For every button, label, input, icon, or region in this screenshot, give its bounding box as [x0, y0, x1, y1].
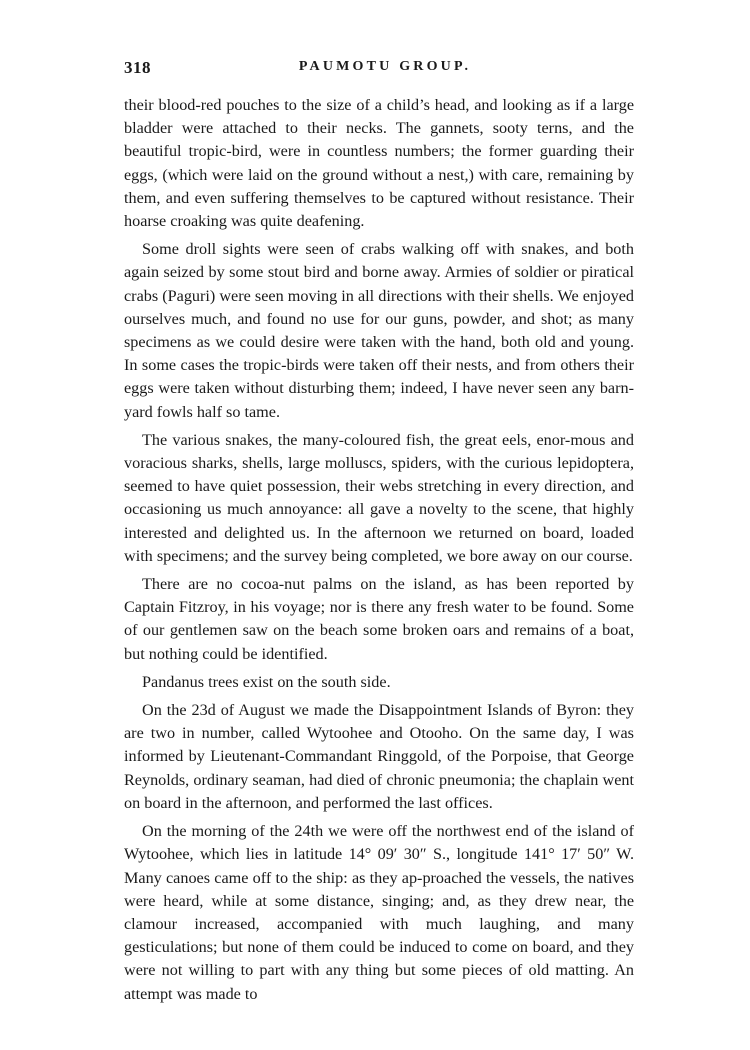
running-title: PAUMOTU GROUP.	[298, 59, 472, 74]
paragraph-pandanus: Pandanus trees exist on the south side.	[142, 672, 391, 691]
page-header	[124, 58, 636, 82]
paragraph-crabs: Some droll sights were seen of crabs walking off with snakes, and both again seized by some stout bird and borne away. Armies of soldier or piratical crabs (Paguri) were seen moving in all directions with their shells. We enjoyed ourselves much, and found no use for our guns, powder, and shot; as many specimens as we could desire were taken with the hand, both old and young. In some cases the tropic-birds were taken off their nests, and from others their eggs were taken without disturbing them; indeed, I have never seen any barn-yard fowls half so tame.	[124, 240, 634, 421]
paragraph-no-palms: There are no cocoa-nut palms on the island, as has been reported by Captain Fitzroy, in his voyage; nor is there any fresh water to be found. Some of our gentlemen saw on the beach some broken oars and remains of a boat, but nothing could be identified.	[124, 575, 634, 663]
body-text	[124, 94, 634, 1011]
paragraph-snakes-fish: The various snakes, the many-coloured fish, the great eels, enor-mous and voracious sharks, shells, large molluscs, spiders, with the curious lepidoptera, seemed to have quiet possession, their webs stretching in every direction, and occasioning us much annoyance: all gave a novelty to the scene, that highly interested and delighted us. In the afternoon we returned on board, loaded with specimens; and the survey being completed, we bore away on our course.	[124, 430, 634, 565]
paragraph-wytoohee: On the morning of the 24th we were off the northwest end of the island of Wytoohee, which lies in latitude 14° 09′ 30″ S., longitude 141° 17′ 50″ W. Many canoes came off to the ship: as they ap-proached the vessels, the natives were heard, while at some distance, singing; and, as they drew near, the clamour increased, accompanied with much laughing, and many gesticulations; but none of them could be induced to come on board, and they were not willing to part with any thing but some pieces of old matting. An attempt was made to	[124, 822, 634, 1003]
page-number: 318	[124, 58, 151, 77]
paragraph-disappointment-islands: On the 23d of August we made the Disappointment Islands of Byron: they are two in number, called Wytoohee and Otooho. On the same day, I was informed by Lieutenant-Commandant Ringgold, of the Porpoise, that George Reynolds, ordinary seaman, had died of chronic pneumonia; the chaplain went on board in the afternoon, and performed the last offices.	[124, 701, 634, 812]
paragraph-birds-continued: their blood-red pouches to the size of a child’s head, and looking as if a large bladder were attached to their necks. The gannets, sooty terns, and the beautiful tropic-bird, were in countless numbers; the former guarding their eggs, (which were laid on the ground without a nest,) with care, remaining by them, and even suffering themselves to be captured without resistance. Their hoarse croaking was quite deafening.	[124, 96, 634, 231]
